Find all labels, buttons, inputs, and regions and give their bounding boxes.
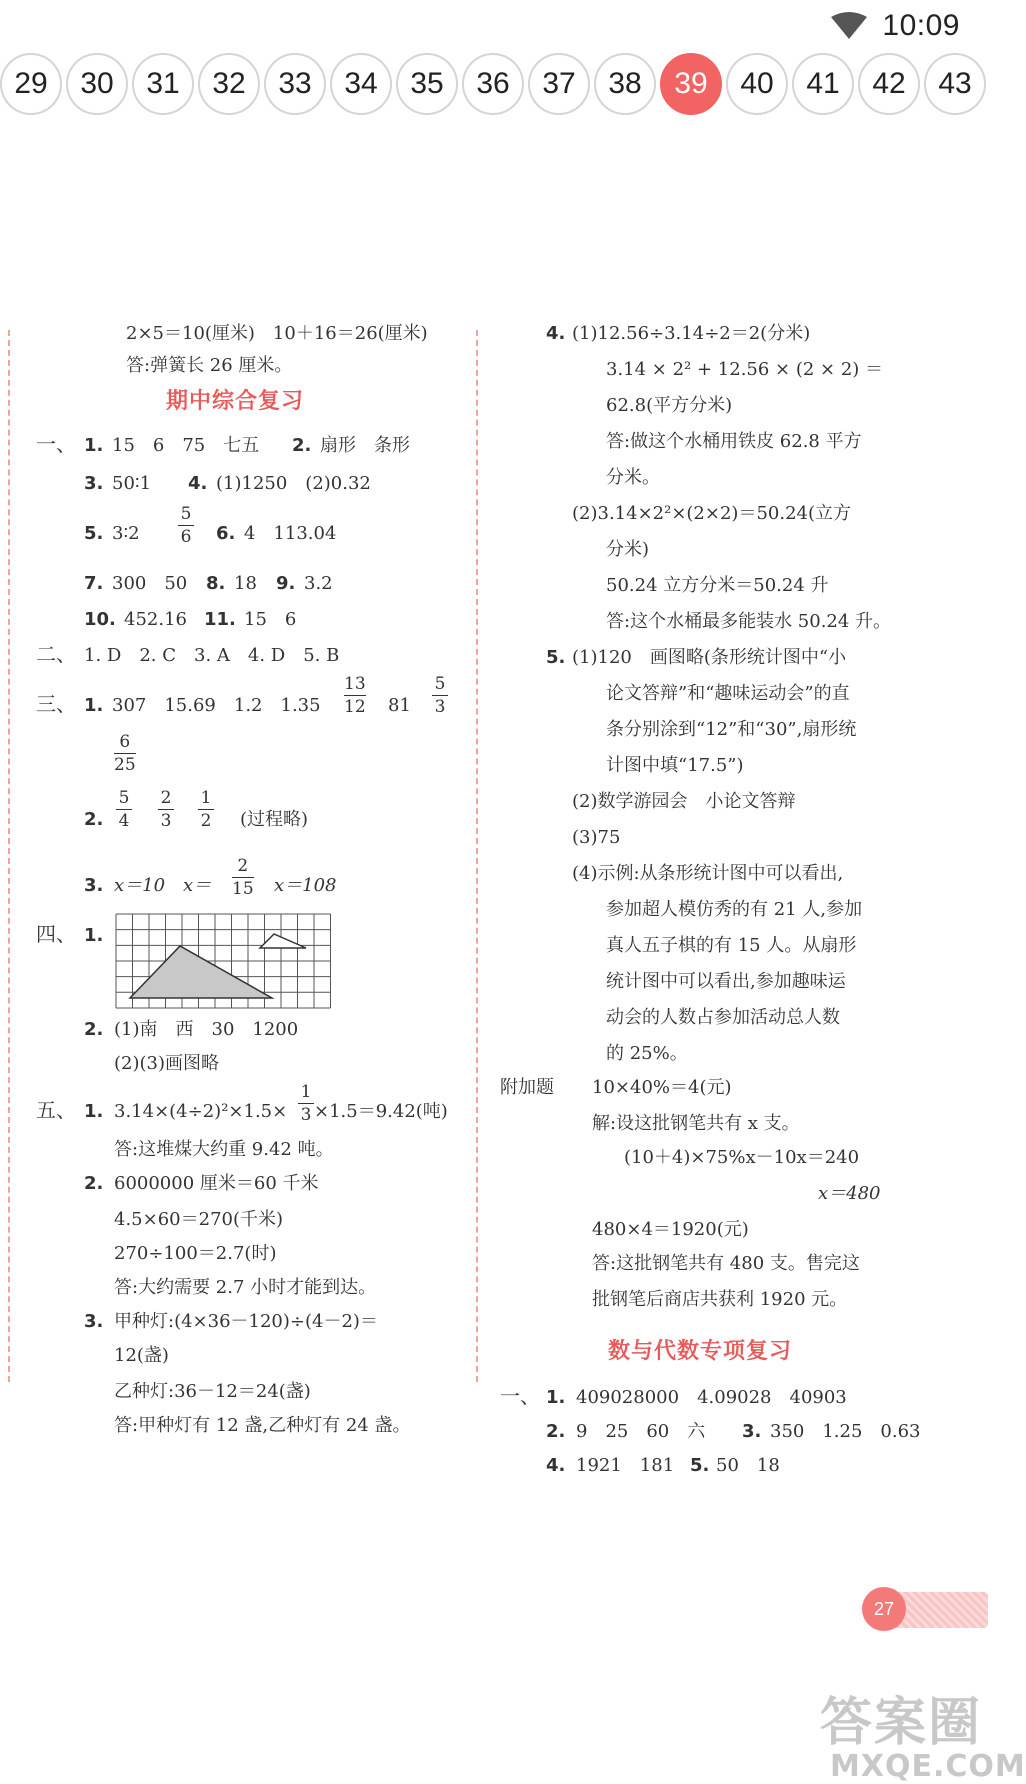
answer: 1921 181	[576, 1455, 675, 1476]
fraction: 5 3	[432, 674, 448, 717]
answer: (1)南 西 30 1200	[114, 1019, 299, 1040]
question-number: 2.	[546, 1421, 566, 1442]
center-divider	[476, 330, 478, 1382]
answer: (2)数学游园会 小论文答辩	[572, 791, 796, 812]
page-button-43[interactable]: 43	[924, 53, 986, 115]
question-number: 2.	[84, 1019, 104, 1040]
question-number: 2.	[84, 1173, 104, 1194]
question-number: 4.	[546, 1455, 566, 1476]
section-label: 一、	[500, 1384, 540, 1408]
section-title: 期中综合复习	[166, 389, 305, 414]
fraction: 1 3	[298, 1082, 314, 1125]
answer: 307 15.69 1.2 1.35	[112, 695, 321, 716]
answer: 真人五子棋的有 15 人。从扇形	[606, 935, 857, 956]
clock: 10:09	[882, 9, 960, 42]
answer: (1)12.56÷3.14÷2＝2(分米)	[572, 323, 811, 344]
question-number: 2.	[84, 809, 104, 830]
fraction: 6 25	[114, 732, 136, 775]
answer: 答:这批钢笔共有 480 支。售完这	[592, 1253, 860, 1274]
answer: 统计图中可以看出,参加趣味运	[606, 971, 846, 992]
answer: 452.16	[124, 609, 187, 630]
section-label: 五、	[36, 1098, 76, 1122]
answer: 62.8(平方分米)	[606, 395, 733, 416]
page-button-34[interactable]: 34	[330, 53, 392, 115]
question-number: 3.	[742, 1421, 762, 1442]
question-number: 5.	[690, 1455, 710, 1476]
answer: 条分别涂到“12”和“30”,扇形统	[606, 719, 857, 740]
answer: 350 1.25 0.63	[770, 1421, 921, 1442]
small-triangle	[260, 934, 306, 948]
answer: 15 6 75 七五	[112, 435, 260, 456]
section-label: 附加题	[500, 1077, 554, 1098]
question-number: 10.	[84, 609, 116, 630]
page-button-29[interactable]: 29	[0, 53, 62, 115]
page-button-36[interactable]: 36	[462, 53, 524, 115]
question-number: 5.	[84, 523, 104, 544]
answer: 81	[388, 695, 411, 716]
answer: 12(盏)	[114, 1345, 169, 1366]
question-number: 3.	[84, 1311, 104, 1332]
answer: 计图中填“17.5”)	[606, 755, 744, 776]
answer: 409028000 4.09028 40903	[576, 1387, 847, 1408]
question-number: 6.	[216, 523, 236, 544]
page-button-30[interactable]: 30	[66, 53, 128, 115]
left-margin-line	[8, 330, 10, 1382]
answer: 1. D 2. C 3. A 4. D 5. B	[84, 645, 340, 666]
fraction: 2 3	[158, 788, 174, 831]
section-label: 四、	[36, 922, 76, 946]
answer: 480×4＝1920(元)	[592, 1219, 749, 1240]
page-button-39[interactable]: 39	[660, 53, 722, 115]
answer: 4.5×60＝270(千米)	[114, 1209, 284, 1230]
question-number: 5.	[546, 647, 566, 668]
answer: 甲种灯:(4×36－120)÷(4－2)＝	[114, 1311, 378, 1332]
answer-page	[0, 323, 1000, 1560]
question-number: 9.	[276, 573, 296, 594]
fraction: 1 2	[198, 788, 214, 831]
answer: 分米。	[606, 467, 660, 488]
page-button-35[interactable]: 35	[396, 53, 458, 115]
answer: 10×40%＝4(元)	[592, 1077, 732, 1098]
page-button-32[interactable]: 32	[198, 53, 260, 115]
answer: 参加超人模仿秀的有 21 人,参加	[606, 899, 863, 920]
fraction: 2 15	[232, 856, 254, 899]
page-button-40[interactable]: 40	[726, 53, 788, 115]
answer: x＝480	[818, 1183, 881, 1204]
question-number: 4.	[546, 323, 566, 344]
question-number: 11.	[204, 609, 236, 630]
answer: 50 18	[716, 1455, 780, 1476]
grid-figure	[114, 912, 336, 1010]
answer: (3)75	[572, 827, 621, 848]
watermark: 答案圈 MXQE.COM	[820, 1693, 1026, 1784]
text-line: 2×5＝10(厘米) 10＋16＝26(厘米)	[126, 323, 428, 344]
answer: 3.14 × 2² + 12.56 × (2 × 2) ＝	[606, 359, 884, 380]
page-button-42[interactable]: 42	[858, 53, 920, 115]
page-button-33[interactable]: 33	[264, 53, 326, 115]
page-button-31[interactable]: 31	[132, 53, 194, 115]
question-number: 1.	[84, 435, 104, 456]
question-number: 8.	[206, 573, 226, 594]
page-navigator	[0, 53, 1000, 119]
text-line: 答:弹簧长 26 厘米。	[126, 355, 293, 376]
answer: 4 113.04	[244, 523, 337, 544]
answer: (1)1250 (2)0.32	[216, 473, 371, 494]
answer: 9 25 60 六	[576, 1421, 706, 1442]
fraction: 5 6	[178, 504, 194, 547]
section-title: 数与代数专项复习	[608, 1339, 793, 1364]
answer: 答:这个水桶最多能装水 50.24 升。	[606, 611, 892, 632]
answer: 分米)	[606, 539, 650, 560]
answer: 论文答辩”和“趣味运动会”的直	[606, 683, 850, 704]
answer: 3.14×(4÷2)²×1.5×	[114, 1101, 288, 1122]
question-number: 3.	[84, 473, 104, 494]
answer: 解:设这批钢笔共有 x 支。	[592, 1113, 800, 1134]
question-number: 4.	[188, 473, 208, 494]
answer: 乙种灯:36－12＝24(盏)	[114, 1381, 311, 1402]
answer: x＝108	[274, 875, 337, 896]
answer: 50.24 立方分米＝50.24 升	[606, 575, 829, 596]
answer: (4)示例:从条形统计图中可以看出,	[572, 863, 844, 884]
answer: 18	[234, 573, 257, 594]
answer: 答:甲种灯有 12 盏,乙种灯有 24 盏。	[114, 1415, 411, 1436]
question-number: 2.	[292, 435, 312, 456]
answer: 15 6	[244, 609, 297, 630]
fraction: 5 4	[116, 788, 132, 831]
question-number: 3.	[84, 875, 104, 896]
answer: ×1.5＝9.42(吨)	[314, 1101, 448, 1122]
page-number: 27	[862, 1587, 906, 1631]
answer: 的 25%。	[606, 1043, 688, 1064]
wifi-icon	[830, 13, 868, 39]
answer: x＝10 x＝	[114, 875, 212, 896]
section-label: 三、	[36, 692, 76, 716]
answer: (1)120 画图略(条形统计图中“小	[572, 647, 847, 668]
answer: 270÷100＝2.7(时)	[114, 1243, 277, 1264]
question-number: 1.	[84, 695, 104, 716]
answer: 答:大约需要 2.7 小时才能到达。	[114, 1277, 377, 1298]
question-number: 1.	[84, 1101, 104, 1122]
answer: (10＋4)×75%x－10x＝240	[624, 1147, 860, 1168]
fraction: 13 12	[344, 674, 366, 717]
status-bar	[830, 8, 960, 44]
answer: 动会的人数占参加活动总人数	[606, 1007, 840, 1028]
answer: 扇形 条形	[320, 435, 410, 456]
answer: (2)(3)画图略	[114, 1053, 219, 1074]
answer: 答:这堆煤大约重 9.42 吨。	[114, 1139, 334, 1160]
page-button-38[interactable]: 38	[594, 53, 656, 115]
question-number: 1.	[84, 925, 104, 946]
answer: 300 50	[112, 573, 188, 594]
page-button-37[interactable]: 37	[528, 53, 590, 115]
section-label: 二、	[36, 642, 76, 666]
answer: 3.2	[304, 573, 333, 594]
answer: (过程略)	[240, 809, 309, 830]
section-label: 一、	[36, 432, 76, 456]
answer: (2)3.14×2²×(2×2)＝50.24(立方	[572, 503, 851, 524]
answer: 答:做这个水桶用铁皮 62.8 平方	[606, 431, 862, 452]
answer: 50∶1	[112, 473, 152, 494]
large-triangle	[130, 946, 272, 998]
answer: 批钢笔后商店共获利 1920 元。	[592, 1289, 848, 1310]
answer: 3∶2	[112, 523, 140, 544]
page-button-41[interactable]: 41	[792, 53, 854, 115]
answer: 6000000 厘米＝60 千米	[114, 1173, 319, 1194]
question-number: 7.	[84, 573, 104, 594]
question-number: 1.	[546, 1387, 566, 1408]
